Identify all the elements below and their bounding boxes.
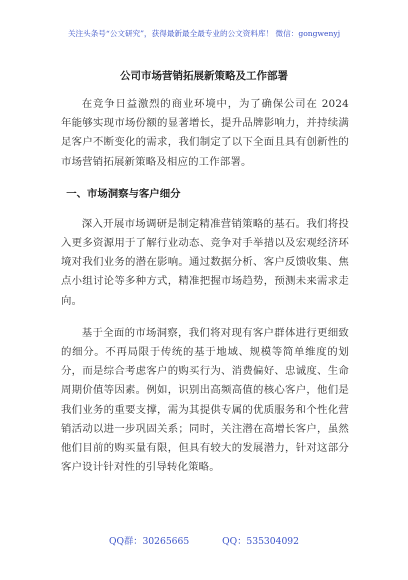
footer-qq-group: QQ群：30265665: [109, 536, 190, 547]
header-promo-note: 关注头条号“公文研究”，获得最新最全最专业的公文资料库！ 微信：gongwenyj: [67, 29, 341, 38]
section-heading-market-insight: 一、市场洞察与客户细分: [66, 187, 181, 200]
footer-qq-contact: QQ：535304092: [222, 536, 299, 547]
customer-segmentation-paragraph: 基于全面的市场洞察，我们将对现有客户群体进行更细致的细分。不再局限于传统的基于地域、规模等简单维度的划分，而是综合考虑客户的购买行为、消费偏好、忠诚度、生命周期价值等因素。例如，识别出高频高值的核心客户，他们是我们业务的重要支撑，需为其提供专属的优质服务和个性化营销活动以进一步巩固关系；同时，关注潜在高增长客户，虽然他们目前的购买量有限，但具有较大的发展潜力，针对这部分客户设计针对性的引导转化策略。: [61, 326, 349, 474]
footer-contact: [0, 533, 408, 547]
intro-paragraph: 在竞争日益激烈的商业环境中，为了确保公司在 2024 年能够实现市场份额的显著增长，提升品牌影响力，并持续满足客户不断变化的需求，我们制定了以下全面且具有创新性的市场营销拓展新策略及相应的工作部署。: [61, 98, 349, 168]
document-title: 公司市场营销拓展新策略及工作部署: [120, 70, 288, 82]
document-body: [61, 95, 349, 490]
market-research-paragraph: 深入开展市场调研是制定精准营销策略的基石。我们将投入更多资源用于了解行业动态、竞争对手举措以及宏观经济环境对我们业务的潜在影响。通过数据分析、客户反馈收集、焦点小组讨论等多种方式，精准把握市场趋势，预测未来需求走向。: [61, 217, 349, 307]
